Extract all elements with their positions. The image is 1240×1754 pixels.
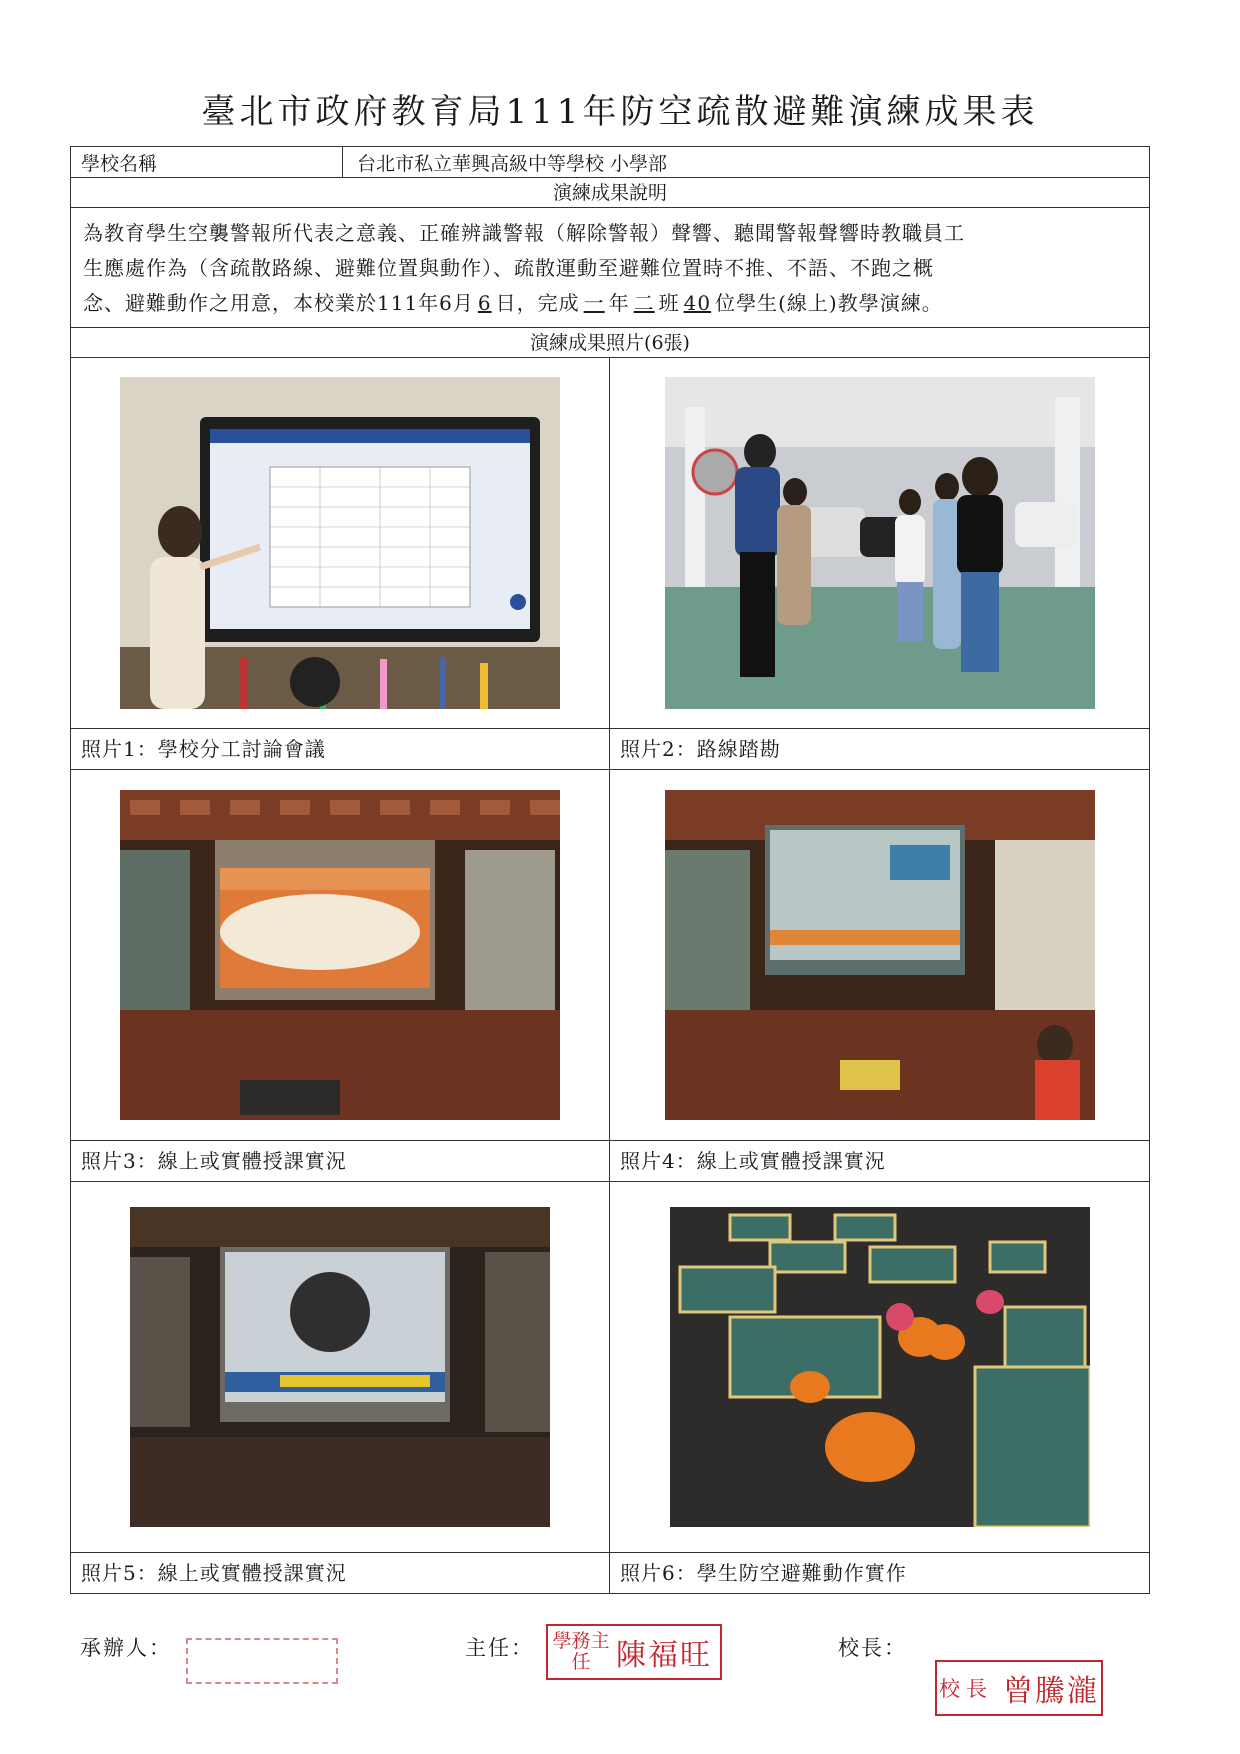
text-day: 日，完成 — [495, 291, 580, 315]
photo-3-image — [120, 790, 560, 1120]
school-name-label: 學校名稱 — [71, 147, 343, 177]
description-line-3 — [83, 286, 1141, 321]
photo-grid — [70, 358, 1150, 1594]
photo-4-caption: 照片4：線上或實體授課實況 — [620, 1149, 886, 1173]
handler-label: 承辦人： — [80, 1636, 172, 1660]
photo-4-image — [665, 790, 1095, 1120]
photo-cell-6 — [610, 1182, 1149, 1593]
photo-1-caption: 照片1：學校分工討論會議 — [81, 737, 326, 761]
drill-day: 6 — [477, 291, 492, 315]
photo-2-caption: 照片2：路線踏勘 — [620, 737, 781, 761]
result-form — [70, 146, 1150, 1594]
description-line-1: 為教育學生空襲警報所代表之意義、正確辨識警報（解除警報）聲響、聽聞警報聲響時教職員工 — [83, 221, 965, 245]
description-line-2: 生應處作為（含疏散路線、避難位置與動作）、疏散運動至避難位置時不推、不語、不跑之概 — [83, 256, 934, 280]
photo-cell-1 — [71, 358, 610, 770]
photo-3-caption: 照片3：線上或實體授課實況 — [81, 1149, 347, 1173]
photo-cell-2 — [610, 358, 1149, 770]
page-title: 臺北市政府教育局111年防空疏散避難演練成果表 — [201, 92, 1039, 132]
line3-suffix: 位學生(線上)教學演練。 — [715, 291, 943, 315]
description — [70, 208, 1150, 328]
photo-6-image — [670, 1207, 1090, 1527]
director-stamp-title: 學務主任 — [552, 1630, 610, 1673]
text-grade: 年 — [608, 291, 630, 315]
photo-2-image — [665, 377, 1095, 709]
photo-cell-5 — [71, 1182, 610, 1593]
photo-5-image — [130, 1207, 550, 1527]
school-name-value: 台北市私立華興高級中等學校 小學部 — [357, 152, 668, 175]
drill-class: 二 — [633, 291, 655, 315]
drill-students: 40 — [683, 291, 712, 315]
drill-grade: 一 — [583, 291, 605, 315]
photo-6-caption: 照片6：學生防空避難動作實作 — [620, 1561, 907, 1585]
text-class: 班 — [658, 291, 680, 315]
school-name-row — [70, 146, 1150, 178]
principal-stamp-name: 曾騰瀧 — [1003, 1674, 1099, 1709]
photo-cell-4 — [610, 770, 1149, 1182]
photos-title: 演練成果照片(6張) — [70, 328, 1150, 358]
photo-1-image — [120, 377, 560, 709]
principal-label: 校長： — [838, 1636, 907, 1660]
photo-cell-3 — [71, 770, 610, 1182]
director-label: 主任： — [465, 1636, 534, 1660]
line3-prefix: 念、避難動作之用意，本校業於111年6月 — [83, 291, 474, 315]
principal-stamp — [935, 1660, 1103, 1716]
handler-stamp — [186, 1638, 338, 1684]
principal-stamp-title: 校長 — [939, 1677, 993, 1701]
director-stamp — [546, 1624, 722, 1680]
section-title: 演練成果說明 — [70, 178, 1150, 208]
photo-5-caption: 照片5：線上或實體授課實況 — [81, 1561, 347, 1585]
director-stamp-name: 陳福旺 — [616, 1638, 712, 1673]
